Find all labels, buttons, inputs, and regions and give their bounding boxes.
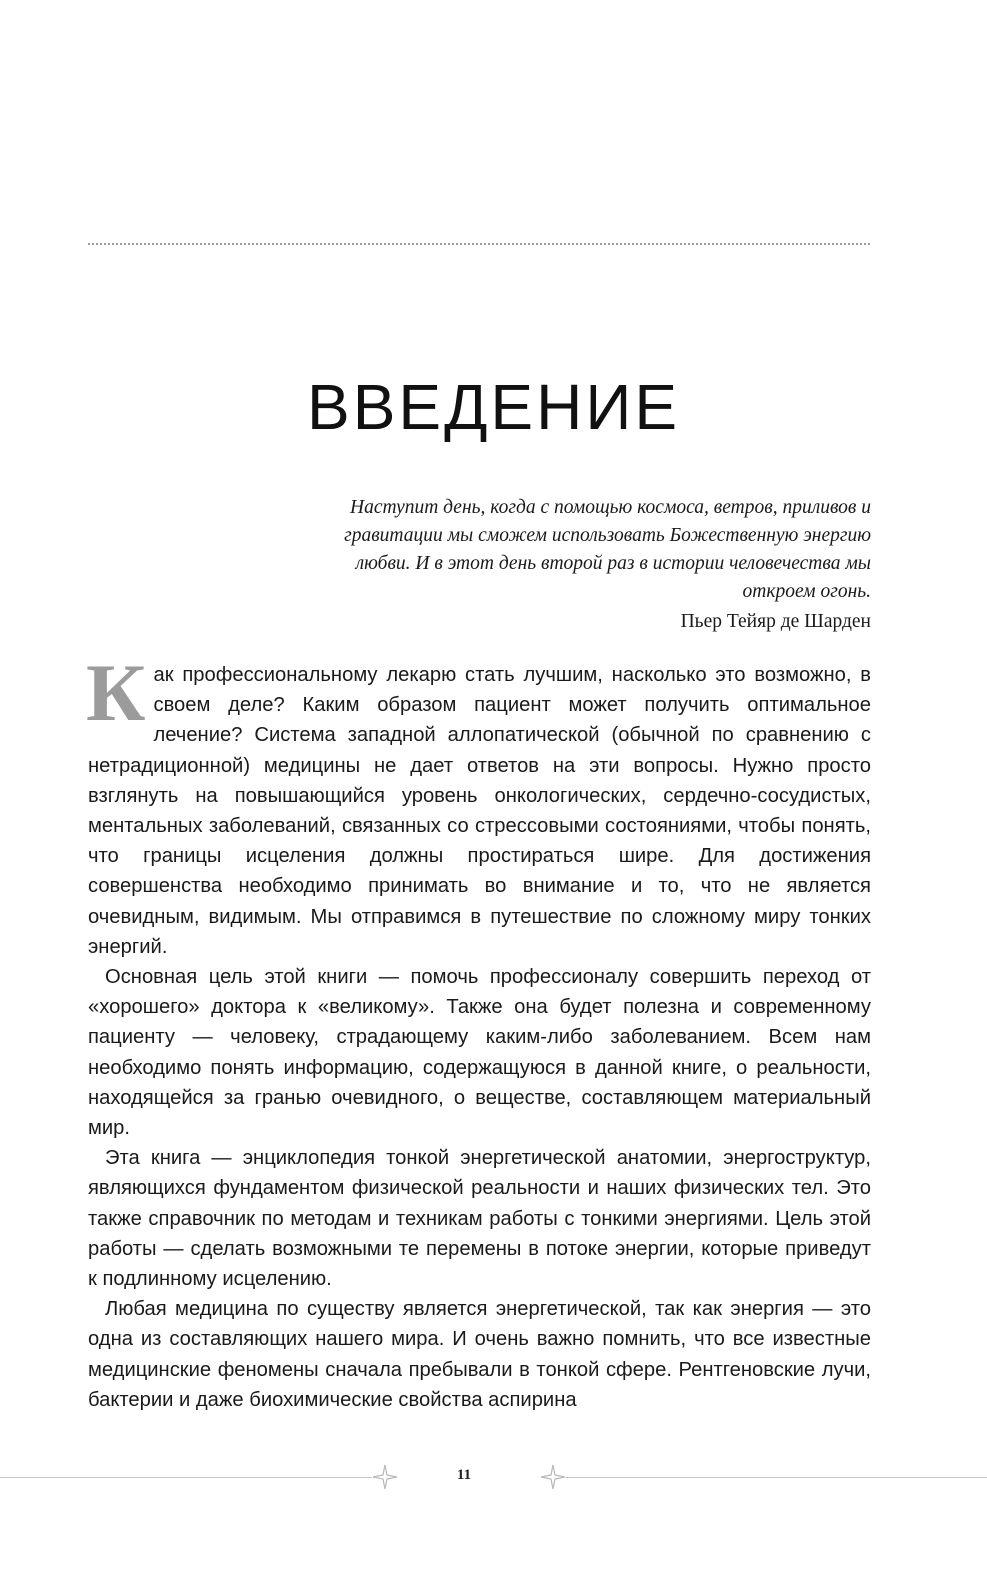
drop-cap: К [86, 647, 146, 738]
footer-rule-right [566, 1477, 987, 1478]
paragraph [86, 647, 871, 962]
star-ornament-icon [540, 1464, 566, 1490]
paragraph: Эта книга — энциклопедия тонкой энергетической анатомии, энергоструктур, являющихся фундаментом физической реальности и наших физических тел. Это также справочник по методам и техникам работы с тонкими энергиями. Цель этой работы — сделать возможными те перемены в потоке энергии, которые приведут к подлинному исцелению. [88, 1147, 871, 1291]
header-dotted-rule [88, 243, 870, 245]
page-number: 11 [456, 1467, 472, 1483]
epigraph [300, 494, 871, 636]
paragraph-text: ак профессиональному лекарю стать лучшим, насколько это возможно, в своем деле? Каким образом пациент может получить оптимальное лечение? Система западной аллопатической (обычной по сравнению с нетрадиционной) медицины не дает ответов на эти вопросы. Нужно просто взглянуть на повышающийся уровень онкологических, сердечно-сосудистых, ментальных заболеваний, связанных со стрессовыми состояниями, чтобы понять, что границы исцеления должны простираться шире. Для достижения совершенства необходимо принимать во внимание и то, что не является очевидным, видимым. Мы отправимся в путешествие по сложному миру тонких энергий. [88, 664, 871, 958]
paragraph: Основная цель этой книги — помочь профессионалу совершить переход от «хорошего» доктора к «великому». Также она будет полезна и современному пациенту — человеку, страдающему каким-либо заболеванием. Всем нам необходимо понять информацию, содержащуюся в данной книге, о реальности, находящейся за гранью очевидного, о веществе, составляющем материальный мир. [88, 966, 871, 1140]
epigraph-quote: Наступит день, когда с помощью космоса, ветров, приливов и гравитации мы сможем использовать Божественную энергию любви. И в этот день второй раз в истории человечества мы откроем огонь. [344, 497, 871, 602]
body-text [86, 647, 871, 1415]
epigraph-author: Пьер Тейяр де Шарден [680, 611, 871, 632]
paragraph: Любая медицина по существу является энергетической, так как энергия — это одна из составляющих нашего мира. И очень важно помнить, что все известные медицинские феномены сначала пребывали в тонкой сфере. Рентгеновские лучи, бактерии и даже биохимические свойства аспирина [88, 1298, 871, 1411]
chapter-title: ВВЕДЕНИЕ [307, 371, 680, 443]
